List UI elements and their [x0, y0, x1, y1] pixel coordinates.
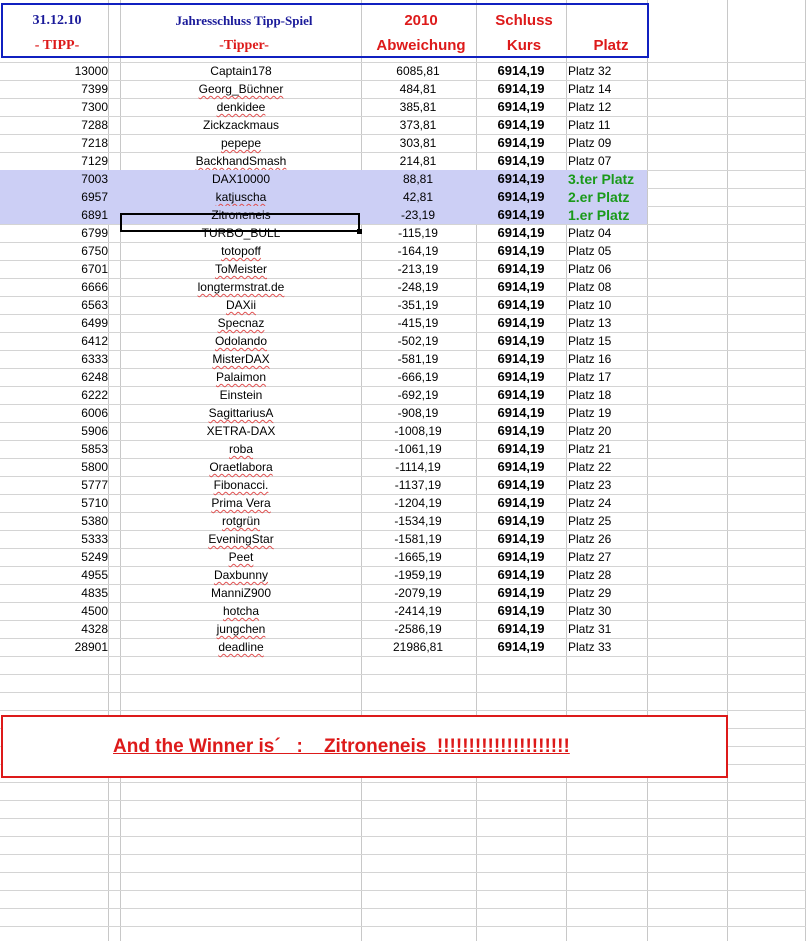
- spellcheck-underline: Palaimon: [215, 370, 267, 384]
- cell-abweichung[interactable]: -1665,19: [394, 550, 442, 564]
- cell-platz[interactable]: Platz 27: [568, 550, 612, 564]
- table-row[interactable]: [0, 584, 806, 602]
- column-header-kurs: Kurs: [506, 37, 542, 54]
- cell-platz[interactable]: Platz 29: [568, 586, 612, 600]
- spellcheck-underline: pepepe: [220, 136, 262, 150]
- cell-abweichung[interactable]: 373,81: [399, 118, 437, 132]
- cell-abweichung[interactable]: 303,81: [399, 136, 437, 150]
- cell-abweichung[interactable]: -23,19: [400, 208, 436, 222]
- spellcheck-underline: Georg_Büchner: [198, 82, 284, 96]
- cell-kurs[interactable]: 6914,19: [497, 243, 545, 258]
- cell-tipper[interactable]: ManniZ900: [210, 586, 272, 600]
- table-row[interactable]: [0, 404, 806, 422]
- column-header-platz: Platz: [593, 37, 629, 54]
- cell-platz[interactable]: Platz 06: [568, 262, 612, 276]
- table-row[interactable]: [0, 296, 806, 314]
- cell-kurs[interactable]: 6914,19: [497, 171, 545, 186]
- cell-platz[interactable]: Platz 26: [568, 532, 612, 546]
- cell-platz[interactable]: Platz 33: [568, 640, 612, 654]
- table-row[interactable]: [0, 278, 806, 296]
- cell-tipp[interactable]: 6891: [81, 208, 108, 222]
- cell-tipper[interactable]: [121, 332, 361, 350]
- table-row[interactable]: [0, 314, 806, 332]
- table-row[interactable]: [0, 242, 806, 260]
- cell-tipp[interactable]: 5380: [81, 514, 108, 528]
- table-row[interactable]: [0, 98, 806, 116]
- grid-row-line: [0, 800, 806, 801]
- cell-platz[interactable]: Platz 05: [568, 244, 612, 258]
- table-row[interactable]: [0, 476, 806, 494]
- grid-row-line: [0, 656, 806, 657]
- table-row[interactable]: [0, 332, 806, 350]
- cell-platz[interactable]: Platz 04: [568, 226, 612, 240]
- spellcheck-underline: Daxbunny: [213, 568, 269, 582]
- cell-abweichung[interactable]: 484,81: [399, 82, 437, 96]
- cell-abweichung[interactable]: -1008,19: [394, 424, 442, 438]
- cell-tipper[interactable]: [121, 404, 361, 422]
- cell-tipp[interactable]: 5249: [81, 550, 108, 564]
- spellcheck-underline: MisterDAX: [212, 352, 270, 366]
- table-row[interactable]: [0, 602, 806, 620]
- cell-tipp[interactable]: 6957: [81, 190, 108, 204]
- header-date: 31.12.10: [32, 13, 82, 28]
- grid-row-line: [0, 782, 806, 783]
- cell-platz[interactable]: Platz 28: [568, 568, 612, 582]
- cell-tipp[interactable]: 6499: [81, 316, 108, 330]
- cell-kurs[interactable]: 6914,19: [497, 225, 545, 240]
- spellcheck-underline: rotgrün: [221, 514, 261, 528]
- cell-tipp[interactable]: 6750: [81, 244, 108, 258]
- cell-platz[interactable]: Platz 21: [568, 442, 612, 456]
- cell-tipp[interactable]: 6248: [81, 370, 108, 384]
- spellcheck-underline: BackhandSmash: [195, 154, 287, 168]
- cell-kurs[interactable]: 6914,19: [497, 585, 545, 600]
- cell-tipp[interactable]: 6333: [81, 352, 108, 366]
- cell-tipp[interactable]: 7218: [81, 136, 108, 150]
- cell-tipper[interactable]: [121, 440, 361, 458]
- cell-abweichung[interactable]: -1581,19: [394, 532, 442, 546]
- cell-tipp[interactable]: 6701: [81, 262, 108, 276]
- cell-tipper[interactable]: [121, 548, 361, 566]
- table-row[interactable]: [0, 638, 806, 656]
- cell-platz[interactable]: 2.er Platz: [568, 189, 630, 205]
- cell-abweichung[interactable]: -213,19: [397, 262, 439, 276]
- spellcheck-underline: Fibonacci.: [213, 478, 269, 492]
- table-row[interactable]: [0, 62, 806, 80]
- grid-row-line: [0, 674, 806, 675]
- cell-tipp[interactable]: 4328: [81, 622, 108, 636]
- header-title: Jahresschluss Tipp-Spiel: [175, 13, 313, 28]
- cell-tipper[interactable]: [121, 152, 361, 170]
- cell-tipper[interactable]: DAX10000: [211, 172, 271, 186]
- winner-banner: [1, 715, 728, 778]
- cell-platz[interactable]: Platz 07: [568, 154, 612, 168]
- cell-tipper[interactable]: Einstein: [219, 388, 263, 402]
- cell-platz[interactable]: Platz 16: [568, 352, 612, 366]
- cell-platz[interactable]: Platz 12: [568, 100, 612, 114]
- cell-kurs[interactable]: 6914,19: [497, 531, 545, 546]
- cell-tipper[interactable]: [121, 476, 361, 494]
- table-row[interactable]: [0, 350, 806, 368]
- cell-tipp[interactable]: 5853: [81, 442, 108, 456]
- winner-text: And the Winner is´ : Zitroneneis !!!!!!!!!!!!!!!!!!!!!: [113, 736, 570, 757]
- cell-abweichung[interactable]: -1061,19: [394, 442, 442, 456]
- cell-abweichung[interactable]: -2079,19: [394, 586, 442, 600]
- cell-kurs[interactable]: 6914,19: [497, 135, 545, 150]
- cell-abweichung[interactable]: -1114,19: [395, 460, 441, 474]
- cell-tipper[interactable]: [121, 278, 361, 296]
- cell-kurs[interactable]: 6914,19: [497, 315, 545, 330]
- cell-abweichung[interactable]: 88,81: [402, 172, 434, 186]
- spellcheck-underline: totopoff: [221, 244, 261, 258]
- cell-tipper[interactable]: Captain178: [210, 64, 272, 78]
- cell-tipp[interactable]: 13000: [74, 64, 108, 78]
- table-row[interactable]: [0, 116, 806, 134]
- cell-abweichung[interactable]: -351,19: [397, 298, 439, 312]
- spellcheck-underline: Peet: [228, 550, 254, 564]
- cell-tipper[interactable]: [121, 188, 361, 206]
- cell-tipp[interactable]: 7300: [81, 100, 108, 114]
- grid-row-line: [0, 854, 806, 855]
- cell-tipper[interactable]: [121, 98, 361, 116]
- cell-platz[interactable]: Platz 30: [568, 604, 612, 618]
- selected-cell-cursor[interactable]: [120, 213, 360, 232]
- cell-kurs[interactable]: 6914,19: [497, 333, 545, 348]
- cell-tipp[interactable]: 5777: [81, 478, 108, 492]
- cell-platz[interactable]: Platz 13: [568, 316, 612, 330]
- table-row[interactable]: [0, 134, 806, 152]
- cell-tipper[interactable]: [121, 80, 361, 98]
- cell-abweichung[interactable]: -908,19: [397, 406, 439, 420]
- table-row[interactable]: [0, 152, 806, 170]
- cell-abweichung[interactable]: 214,81: [399, 154, 437, 168]
- cell-tipp[interactable]: 28901: [74, 640, 108, 654]
- table-row[interactable]: [0, 80, 806, 98]
- table-row[interactable]: [0, 458, 806, 476]
- cell-kurs[interactable]: 6914,19: [497, 99, 545, 114]
- cell-abweichung[interactable]: -581,19: [397, 352, 439, 366]
- cell-tipper[interactable]: [121, 458, 361, 476]
- cell-platz[interactable]: Platz 23: [568, 478, 612, 492]
- cell-tipper[interactable]: [121, 260, 361, 278]
- cell-platz[interactable]: Platz 19: [568, 406, 612, 420]
- cell-tipper[interactable]: [121, 368, 361, 386]
- cell-kurs[interactable]: 6914,19: [497, 351, 545, 366]
- grid-row-line: [0, 692, 806, 693]
- cell-tipp[interactable]: 6222: [81, 388, 108, 402]
- spellcheck-underline: DAXii: [225, 298, 256, 312]
- cell-abweichung[interactable]: -1534,19: [394, 514, 442, 528]
- cell-tipp[interactable]: 6412: [81, 334, 108, 348]
- cell-platz[interactable]: 1.er Platz: [568, 207, 630, 223]
- cell-tipper[interactable]: TURBO_BULL: [201, 226, 281, 240]
- column-header-abweichung: Abweichung: [376, 37, 466, 54]
- cell-kurs[interactable]: 6914,19: [497, 441, 545, 456]
- grid-row-line: [0, 926, 806, 927]
- cell-abweichung[interactable]: -415,19: [397, 316, 439, 330]
- cell-kurs[interactable]: 6914,19: [497, 261, 545, 276]
- cell-kurs[interactable]: 6914,19: [497, 495, 545, 510]
- cell-kurs[interactable]: 6914,19: [497, 189, 545, 204]
- spellcheck-underline: Prima Vera: [211, 496, 271, 510]
- cell-tipper[interactable]: XETRA-DAX: [206, 424, 276, 438]
- cell-tipp[interactable]: 5800: [81, 460, 108, 474]
- table-row[interactable]: [0, 188, 806, 206]
- cell-platz[interactable]: Platz 15: [568, 334, 612, 348]
- spellcheck-underline: roba: [228, 442, 254, 456]
- cell-abweichung[interactable]: -1204,19: [394, 496, 442, 510]
- spellcheck-underline: longtermstrat.de: [197, 280, 285, 294]
- grid-row-line: [0, 818, 806, 819]
- cell-tipper[interactable]: [121, 602, 361, 620]
- cell-kurs[interactable]: 6914,19: [497, 117, 545, 132]
- cell-kurs[interactable]: 6914,19: [497, 549, 545, 564]
- cell-tipper[interactable]: [121, 638, 361, 656]
- cell-kurs[interactable]: 6914,19: [497, 207, 545, 222]
- cell-tipp[interactable]: 7129: [81, 154, 108, 168]
- cell-tipp[interactable]: 4500: [81, 604, 108, 618]
- cell-kurs[interactable]: 6914,19: [497, 405, 545, 420]
- cell-kurs[interactable]: 6914,19: [497, 621, 545, 636]
- cell-abweichung[interactable]: -2414,19: [394, 604, 442, 618]
- cell-kurs[interactable]: 6914,19: [497, 423, 545, 438]
- cell-platz[interactable]: Platz 18: [568, 388, 612, 402]
- spellcheck-underline: deadline: [218, 640, 264, 654]
- cell-kurs[interactable]: 6914,19: [497, 639, 545, 654]
- cell-kurs[interactable]: 6914,19: [497, 477, 545, 492]
- cell-tipp[interactable]: 5333: [81, 532, 108, 546]
- cell-abweichung[interactable]: 42,81: [402, 190, 434, 204]
- cell-tipp[interactable]: 7399: [81, 82, 108, 96]
- cell-platz[interactable]: Platz 08: [568, 280, 612, 294]
- cell-kurs[interactable]: 6914,19: [497, 387, 545, 402]
- cell-tipp[interactable]: 5906: [81, 424, 108, 438]
- cell-tipper[interactable]: [121, 620, 361, 638]
- cell-tipper[interactable]: [121, 134, 361, 152]
- table-row[interactable]: [0, 494, 806, 512]
- header-schluss: Schluss: [495, 12, 553, 29]
- cell-tipper[interactable]: [121, 314, 361, 332]
- cell-kurs[interactable]: 6914,19: [497, 153, 545, 168]
- grid-row-line: [0, 890, 806, 891]
- table-row[interactable]: [0, 422, 806, 440]
- cell-kurs[interactable]: 6914,19: [497, 279, 545, 294]
- cell-kurs[interactable]: 6914,19: [497, 63, 545, 78]
- spellcheck-underline: katjuscha: [215, 190, 267, 204]
- grid-row-line: [0, 710, 806, 711]
- cell-abweichung[interactable]: -502,19: [397, 334, 439, 348]
- cell-tipper[interactable]: [121, 530, 361, 548]
- table-row[interactable]: [0, 530, 806, 548]
- cell-kurs[interactable]: 6914,19: [497, 297, 545, 312]
- cell-platz[interactable]: Platz 20: [568, 424, 612, 438]
- table-row[interactable]: [0, 620, 806, 638]
- header-year: 2010: [404, 12, 438, 29]
- cell-platz[interactable]: 3.ter Platz: [568, 171, 635, 187]
- cell-kurs[interactable]: 6914,19: [497, 369, 545, 384]
- table-row[interactable]: [0, 368, 806, 386]
- cell-platz[interactable]: Platz 32: [568, 64, 612, 78]
- cell-platz[interactable]: Platz 24: [568, 496, 612, 510]
- spellcheck-underline: ToMeister: [214, 262, 267, 276]
- cell-abweichung[interactable]: 6085,81: [396, 64, 440, 78]
- cell-platz[interactable]: Platz 31: [568, 622, 612, 636]
- cell-abweichung[interactable]: -115,19: [398, 226, 438, 240]
- spellcheck-underline: Odolando: [214, 334, 268, 348]
- cell-tipp[interactable]: 6006: [81, 406, 108, 420]
- cell-tipp[interactable]: 7003: [81, 172, 108, 186]
- cell-abweichung[interactable]: -248,19: [397, 280, 439, 294]
- grid-row-line: [0, 836, 806, 837]
- cell-tipp[interactable]: 4955: [81, 568, 108, 582]
- cell-abweichung[interactable]: -666,19: [397, 370, 439, 384]
- cell-tipper[interactable]: [121, 242, 361, 260]
- table-row[interactable]: [0, 548, 806, 566]
- cell-abweichung[interactable]: -164,19: [397, 244, 439, 258]
- spellcheck-underline: Specnaz: [217, 316, 265, 330]
- cell-kurs[interactable]: 6914,19: [497, 513, 545, 528]
- cell-abweichung[interactable]: -1137,19: [394, 478, 442, 492]
- grid-row-line: [0, 908, 806, 909]
- cell-tipp[interactable]: 5710: [81, 496, 108, 510]
- cell-tipp[interactable]: 4835: [81, 586, 108, 600]
- cell-platz[interactable]: Platz 10: [568, 298, 612, 312]
- spellcheck-underline: hotcha: [222, 604, 260, 618]
- column-header-tipper: -Tipper-: [219, 38, 269, 53]
- cell-platz[interactable]: Platz 25: [568, 514, 612, 528]
- grid-row-line: [0, 872, 806, 873]
- cell-platz[interactable]: Platz 22: [568, 460, 612, 474]
- cell-kurs[interactable]: 6914,19: [497, 567, 545, 582]
- spellcheck-underline: Oraetlabora: [209, 460, 273, 474]
- cell-tipp[interactable]: 7288: [81, 118, 108, 132]
- spellcheck-underline: EveningStar: [208, 532, 274, 546]
- cell-tipp[interactable]: 6563: [81, 298, 108, 312]
- table-row[interactable]: [0, 386, 806, 404]
- cell-abweichung[interactable]: 385,81: [399, 100, 437, 114]
- table-row[interactable]: [0, 260, 806, 278]
- cell-tipper[interactable]: [121, 494, 361, 512]
- cell-tipp[interactable]: 6666: [81, 280, 108, 294]
- cell-kurs[interactable]: 6914,19: [497, 81, 545, 96]
- cell-platz[interactable]: Platz 11: [568, 118, 611, 132]
- cell-tipp[interactable]: 6799: [81, 226, 108, 240]
- cell-abweichung[interactable]: -2586,19: [394, 622, 442, 636]
- cell-tipper[interactable]: Zitroneneis: [211, 208, 271, 222]
- cell-tipper[interactable]: [121, 296, 361, 314]
- cell-abweichung[interactable]: 21986,81: [392, 640, 444, 654]
- table-row[interactable]: [0, 170, 806, 188]
- cell-abweichung[interactable]: -1959,19: [394, 568, 442, 582]
- spellcheck-underline: jungchen: [216, 622, 266, 636]
- cell-tipper[interactable]: Zickzackmaus: [202, 118, 279, 132]
- cell-kurs[interactable]: 6914,19: [497, 459, 545, 474]
- cell-tipper[interactable]: [121, 512, 361, 530]
- column-header-tipp: - TIPP-: [34, 38, 80, 53]
- cell-platz[interactable]: Platz 14: [568, 82, 612, 96]
- cell-platz[interactable]: Platz 17: [568, 370, 612, 384]
- cell-tipper[interactable]: [121, 350, 361, 368]
- spellcheck-underline: denkidee: [216, 100, 266, 114]
- header-block: [1, 3, 649, 58]
- cell-abweichung[interactable]: -692,19: [397, 388, 439, 402]
- table-row[interactable]: [0, 566, 806, 584]
- cell-tipper[interactable]: [121, 566, 361, 584]
- spellcheck-underline: SagittariusA: [208, 406, 274, 420]
- table-row[interactable]: [0, 440, 806, 458]
- cell-kurs[interactable]: 6914,19: [497, 603, 545, 618]
- cell-platz[interactable]: Platz 09: [568, 136, 612, 150]
- table-row[interactable]: [0, 512, 806, 530]
